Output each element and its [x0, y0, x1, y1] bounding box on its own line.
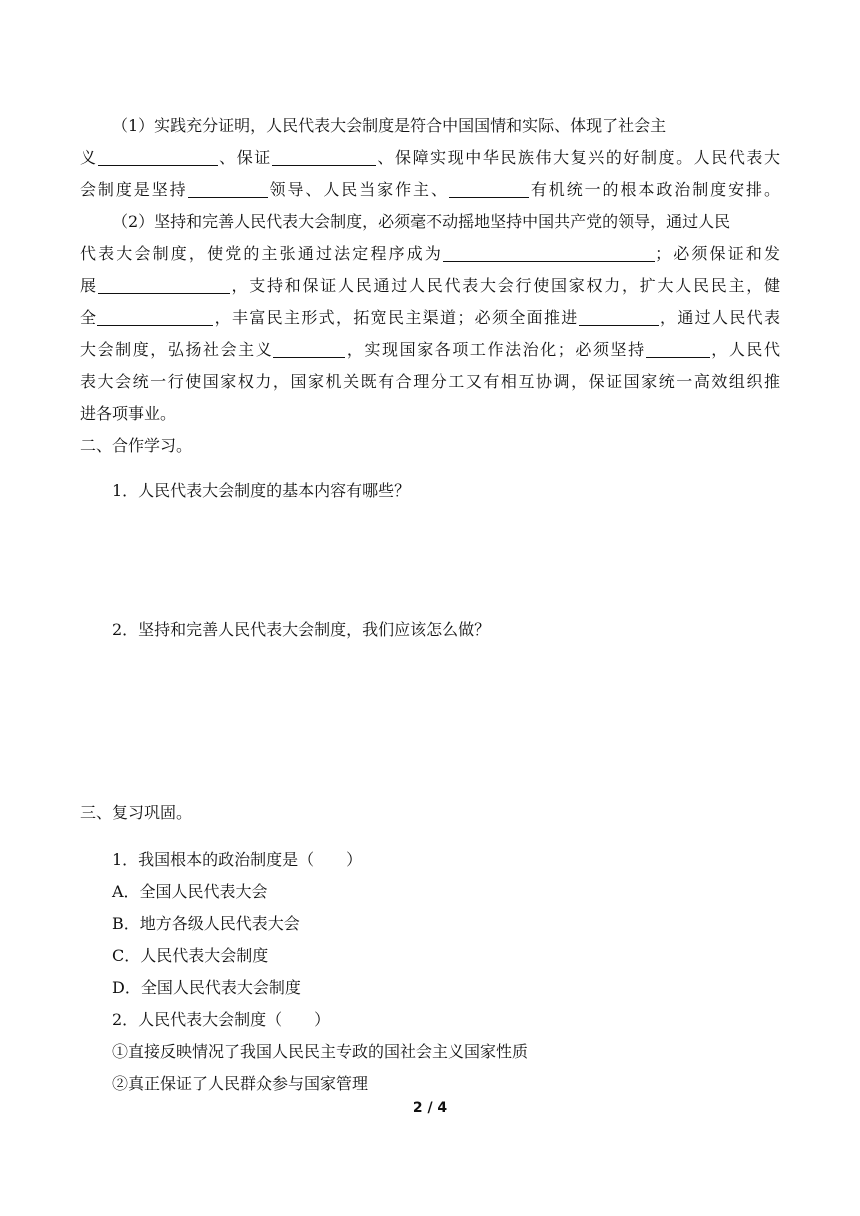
- fill-blank[interactable]: [273, 341, 345, 358]
- option-c: C．人民代表大会制度: [112, 946, 269, 965]
- section3-heading: 三、复习巩固。: [80, 803, 193, 822]
- para2-line5: 大会制度，弘扬社会主义 ，实现国家各项工作法治化；必须坚持 ，人民代: [80, 340, 780, 359]
- page-number: 2 / 4: [412, 1100, 448, 1116]
- section2-question-1: 1．人民代表大会制度的基本内容有哪些？: [112, 481, 411, 500]
- para2-line3: 展 ，支持和保证人民通过人民代表大会行使国家权力，扩大人民民主，健: [80, 276, 780, 295]
- para2-line1: （2）坚持和完善人民代表大会制度，必须毫不动摇地坚持中国共产党的领导，通过人民: [112, 212, 731, 231]
- statement-2: ②真正保证了人民群众参与国家管理: [112, 1074, 369, 1093]
- fill-blank[interactable]: [188, 181, 268, 198]
- fill-blank[interactable]: [98, 149, 218, 166]
- section2-heading: 二、合作学习。: [80, 436, 193, 455]
- fill-blank[interactable]: [272, 149, 376, 166]
- fill-blank[interactable]: [449, 181, 529, 198]
- para1-line2: 义 、保证 、保障实现中华民族伟大复兴的好制度。人民代表大: [80, 148, 780, 167]
- fill-blank[interactable]: [443, 245, 655, 262]
- fill-blank[interactable]: [579, 309, 659, 326]
- section3-question-2: 2．人民代表大会制度（ ）: [112, 1010, 331, 1029]
- option-b: B．地方各级人民代表大会: [112, 914, 300, 933]
- para2-line6: 表大会统一行使国家权力，国家机关既有合理分工又有相互协调，保证国家统一高效组织推: [80, 372, 780, 391]
- para2-line4: 全 ，丰富民主形式，拓宽民主渠道；必须全面推进 ，通过人民代表: [80, 308, 780, 327]
- statement-1: ①直接反映情况了我国人民民主专政的国社会主义国家性质: [112, 1042, 529, 1061]
- fill-blank[interactable]: [97, 309, 213, 326]
- section3-question-1: 1．我国根本的政治制度是（ ）: [112, 850, 363, 869]
- section2-question-2: 2．坚持和完善人民代表大会制度，我们应该怎么做？: [112, 620, 491, 639]
- para2-line2: 代表大会制度，使党的主张通过法定程序成为 ；必须保证和发: [80, 244, 780, 263]
- para1-line3: 会制度是坚持 领导、人民当家作主、 有机统一的根本政治制度安排。: [80, 180, 780, 199]
- para1-line1: （1）实践充分证明，人民代表大会制度是符合中国国情和实际、体现了社会主: [112, 116, 667, 135]
- para2-line7: 进各项事业。: [80, 404, 177, 423]
- fill-blank[interactable]: [646, 341, 710, 358]
- fill-blank[interactable]: [98, 277, 230, 294]
- option-d: D．全国人民代表大会制度: [112, 978, 301, 997]
- option-a: A．全国人民代表大会: [112, 882, 268, 901]
